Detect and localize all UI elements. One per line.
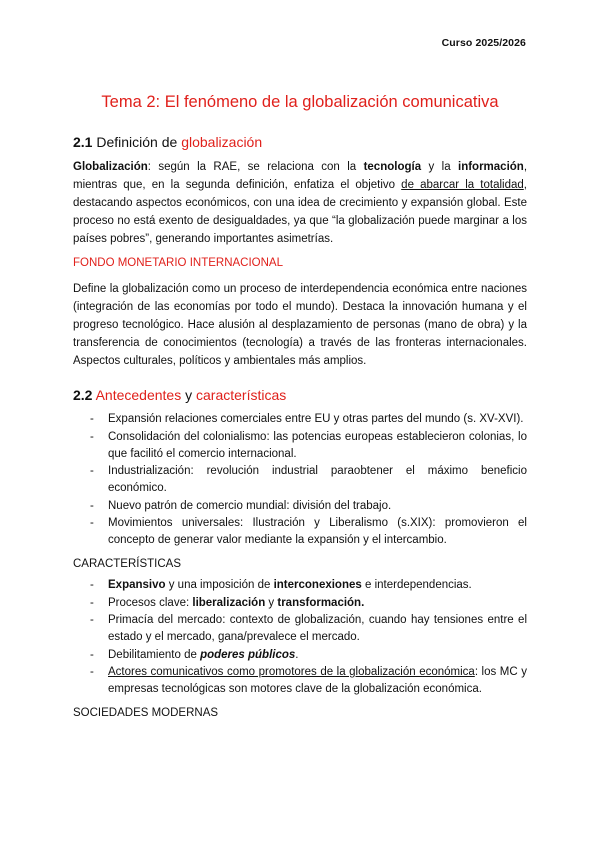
text-span: , mientras que, en la segunda definición, enfatiza el objetivo — [73, 161, 528, 191]
caracteristicas-label: CARACTERÍSTICAS — [73, 558, 181, 570]
bold-italic-text: poderes públicos — [200, 648, 296, 661]
bold-informacion: información — [458, 161, 524, 173]
document-body — [73, 132, 527, 722]
section-number: 2.1 — [73, 134, 93, 150]
definition-paragraph — [73, 158, 527, 248]
bold-text: transformación. — [277, 596, 365, 609]
list-item — [73, 515, 527, 549]
list-item — [73, 411, 527, 428]
text-span: : los MC y empresas tecnológicas son motores clave de la globalización económica. — [108, 666, 527, 695]
text-span: Debilitamiento de — [108, 648, 201, 661]
section-heading-highlight: Antecedentes — [95, 387, 182, 403]
dash-bullet: - — [90, 430, 94, 443]
dash-bullet: - — [90, 648, 94, 661]
underlined-text: Actores comunicativos como promotores de la globalización económica — [108, 666, 475, 678]
dash-bullet: - — [90, 596, 94, 609]
list-item — [73, 612, 527, 646]
text-span: Procesos clave: — [108, 596, 193, 609]
list-item — [73, 577, 527, 594]
dash-bullet: - — [90, 579, 94, 591]
list-item — [73, 429, 527, 463]
section-heading-highlight: características — [196, 387, 287, 403]
bold-tecnologia: tecnología — [363, 161, 422, 173]
list-item — [73, 595, 527, 612]
list-item — [73, 498, 527, 515]
antecedentes-list — [73, 411, 527, 549]
list-item — [73, 664, 527, 698]
page-title: Tema 2: El fenómeno de la globalización comunicativa — [101, 93, 499, 111]
section-heading-2-2 — [73, 385, 527, 405]
section-heading-highlight: globalización — [181, 134, 263, 150]
text-span: , destacando aspectos económicos, con una idea de crecimiento y expansión global. Este proceso no está exento de desigualdades, ya que “la globalización puede marginar a los países pobres”, generando importantes asimetrías. — [73, 179, 527, 245]
section-heading-2-1 — [73, 132, 527, 152]
course-label: Curso 2025/2026 — [441, 37, 526, 49]
bold-text: interconexiones — [273, 579, 362, 591]
bold-text: liberalización — [192, 596, 266, 609]
fmi-paragraph: Define la globalización como un proceso de interdependencia económica entre naciones (integración de las economías por todo el mundo). Destaca la innovación humana y el progreso tecnológico. Hace alusión al desplazamiento de personas (mano de obra) y la transferencia de conocimientos (tecnología) a través de las fronteras internacionales. Aspectos culturales, políticos y ambientales más amplios. — [73, 283, 527, 367]
text-span: . — [295, 648, 299, 661]
text-span: y una imposición de — [165, 579, 274, 591]
list-item-text: Nuevo patrón de comercio mundial: división del trabajo. — [108, 499, 392, 512]
text-span: y la — [421, 161, 458, 173]
list-item-text: Industrialización: revolución industrial paraobtener el máximo beneficio económico. — [108, 465, 527, 494]
section-heading-text: Definición de — [96, 134, 178, 150]
underlined-text: de abarcar la totalidad — [401, 179, 524, 191]
list-item-text: Primacía del mercado: contexto de globalización, cuando hay tensiones entre el estado y el mercado, gana/prevalece el mercado. — [108, 614, 527, 643]
list-item-text: Expansión relaciones comerciales entre EU y otras partes del mundo (s. XV-XVI). — [108, 413, 524, 425]
list-item-text: Consolidación del colonialismo: las potencias europeas establecieron colonias, lo que facilitó el comercio internacional. — [108, 430, 527, 460]
dash-bullet: - — [90, 517, 94, 529]
text-span: : según la RAE, se relaciona con la — [147, 161, 364, 173]
term-globalizacion: Globalización — [73, 161, 148, 173]
list-item-text: Movimientos universales: Ilustración y Liberalismo (s.XIX): promovieron el concepto de generar valor mediante la expansión y el intercambio. — [108, 517, 527, 546]
dash-bullet: - — [90, 499, 94, 512]
list-item — [73, 647, 527, 664]
dash-bullet: - — [90, 413, 94, 425]
fmi-label: FONDO MONETARIO INTERNACIONAL — [73, 257, 283, 269]
text-span: y — [265, 596, 278, 609]
section-number: 2.2 — [73, 387, 93, 403]
sociedades-label: SOCIEDADES MODERNAS — [73, 707, 219, 719]
dash-bullet: - — [90, 614, 94, 626]
caracteristicas-list — [73, 577, 527, 698]
section-heading-text: y — [185, 387, 193, 403]
dash-bullet: - — [90, 666, 94, 678]
list-item — [73, 463, 527, 497]
bold-text: Expansivo — [108, 579, 166, 591]
dash-bullet: - — [90, 465, 94, 477]
text-span: e interdependencias. — [361, 579, 472, 591]
